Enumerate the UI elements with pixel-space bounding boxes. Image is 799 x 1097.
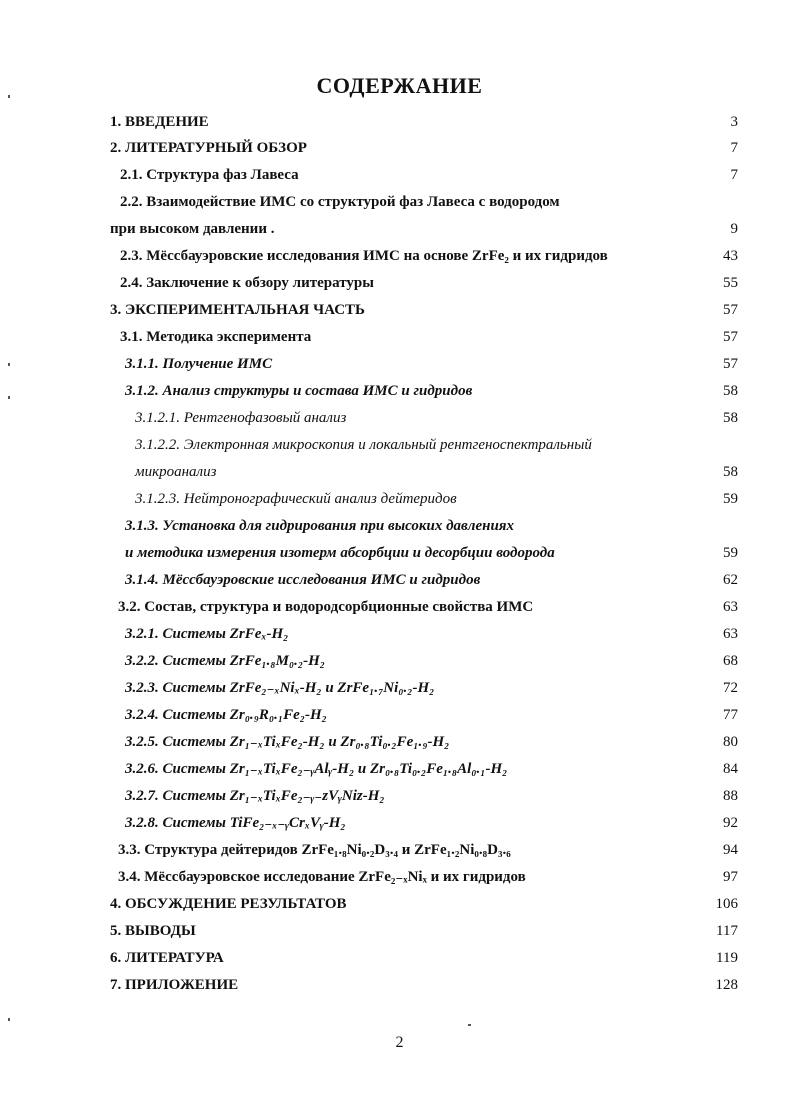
toc-entry — [110, 919, 738, 943]
toc-entry — [110, 973, 738, 997]
toc-entry — [125, 649, 738, 673]
toc-entry — [110, 946, 738, 970]
scan-speck — [8, 1018, 10, 1021]
toc-entry-title: 3.1.2.2. Электронная микроскопия и локальный рентгеноспектральный — [135, 437, 592, 453]
toc-entry-page: 58 — [723, 410, 738, 426]
toc-entry-title: 3.1.1. Получение ИМС — [125, 356, 273, 372]
toc-entry — [135, 487, 738, 511]
toc-entry-page: 77 — [723, 707, 738, 723]
toc-entry-page: 57 — [723, 302, 738, 318]
toc-entry-title: 2.4. Заключение к обзору литературы — [120, 275, 374, 291]
toc-entry — [125, 676, 738, 700]
toc-entry — [120, 271, 738, 295]
toc-entry-title: 3.2.4. Системы Zr₀.₉R₀.₁Fe₂-H₂ — [125, 707, 327, 723]
toc-entry-title: 2. ЛИТЕРАТУРНЫЙ ОБЗОР — [110, 140, 307, 156]
toc-entry-title: 6. ЛИТЕРАТУРА — [110, 950, 224, 966]
toc-entry — [125, 811, 738, 835]
toc-entry-title: микроанализ — [135, 464, 217, 480]
scan-speck — [8, 396, 10, 399]
toc-entry-title: 2.2. Взаимодействие ИМС со структурой фаз Лавеса с водородом — [120, 194, 560, 210]
toc-entry-title: 5. ВЫВОДЫ — [110, 923, 196, 939]
toc-entry-page: 7 — [730, 167, 738, 183]
toc-entry — [118, 865, 738, 889]
toc-entry-page: 84 — [723, 761, 738, 777]
toc-entry — [125, 757, 738, 781]
toc-entry-page: 3 — [730, 114, 738, 130]
toc-entry-page: 119 — [716, 950, 738, 966]
toc-entry-page: 43 — [723, 248, 738, 264]
toc-entry-title: 3.1.2. Анализ структуры и состава ИМС и гидридов — [125, 383, 473, 399]
toc-entry-title: и методика измерения изотерм абсорбции и десорбции водорода — [125, 545, 555, 561]
page-title: СОДЕРЖАНИЕ — [316, 73, 483, 98]
toc-entry-title: 4. ОБСУЖДЕНИЕ РЕЗУЛЬТАТОВ — [110, 896, 347, 912]
toc-entry-page: 128 — [715, 977, 738, 993]
toc-entry-title: 7. ПРИЛОЖЕНИЕ — [110, 977, 239, 993]
toc-entry-page: 88 — [723, 788, 738, 804]
toc-entry-page: 117 — [716, 923, 738, 939]
toc-entry-title: 3.1.4. Мёссбауэровские исследования ИМС и гидридов — [125, 572, 481, 588]
toc-entry — [125, 784, 738, 808]
toc-entry-page: 57 — [723, 329, 738, 345]
toc-entry-title: 3.2.1. Системы ZrFeₓ-H₂ — [125, 626, 289, 642]
toc-entry-page: 72 — [723, 680, 738, 696]
toc-entry — [125, 541, 738, 565]
toc-entry — [110, 136, 738, 160]
toc-entry-title: 1. ВВЕДЕНИЕ — [110, 114, 209, 130]
toc-entry-title: 3.3. Структура дейтеридов ZrFe₁.₈Ni₀.₂D₃.₄ и ZrFe₁.₂Ni₀.₈D₃.₆ — [118, 842, 511, 858]
toc-entry — [135, 406, 738, 430]
toc-entry-page: 58 — [723, 383, 738, 399]
toc-entry — [125, 514, 738, 538]
toc-entry — [125, 352, 738, 376]
scan-speck — [8, 363, 10, 366]
scan-speck — [468, 1024, 471, 1026]
toc-entry-page: 97 — [723, 869, 738, 885]
page-number: 2 — [395, 1034, 404, 1051]
toc-entry — [125, 703, 738, 727]
toc-entry-page: 9 — [730, 221, 738, 237]
toc-entry-page: 106 — [715, 896, 738, 912]
toc-entry-page: 62 — [723, 572, 738, 588]
toc-entry — [118, 838, 738, 862]
toc-entry-page: 94 — [723, 842, 738, 858]
toc-entry-title: 3.2. Состав, структура и водородсорбционные свойства ИМС — [118, 599, 534, 615]
toc-entry-title: 3.2.7. Системы Zr₁₋ₓTiₓFe₂₋ᵧ₋zVᵧNiz-H₂ — [125, 788, 385, 804]
toc-entry-title: 2.3. Мёссбауэровские исследования ИМС на основе ZrFe₂ и их гидридов — [120, 248, 608, 264]
toc-entry-page: 7 — [730, 140, 738, 156]
toc-entry — [135, 433, 738, 457]
toc-entry-title: 3.1.2.1. Рентгенофазовый анализ — [135, 410, 347, 426]
toc-entry — [110, 217, 738, 241]
toc-entry-title: 2.1. Структура фаз Лавеса — [120, 167, 299, 183]
toc-entry-page: 55 — [723, 275, 738, 291]
scan-speck — [8, 95, 10, 98]
toc-entry-page: 59 — [723, 491, 738, 507]
toc-entry — [125, 622, 738, 646]
toc-entry-page: 63 — [723, 626, 738, 642]
toc-entry — [135, 460, 738, 484]
toc-entry-title: 3.2.6. Системы Zr₁₋ₓTiₓFe₂₋ᵧAlᵧ-H₂ и Zr₀.₈Ti₀.₂Fe₁.₈Al₀.₁-H₂ — [125, 761, 508, 777]
toc-entry-page: 68 — [723, 653, 738, 669]
toc-entry-title: 3.1. Методика эксперимента — [120, 329, 312, 345]
toc-entry — [125, 568, 738, 592]
toc-entry — [118, 595, 738, 619]
toc-entry-title: 3.1.3. Установка для гидрирования при высоких давлениях — [125, 518, 515, 534]
toc-entry — [110, 892, 738, 916]
toc-entry-title: при высоком давлении . — [110, 221, 275, 237]
toc-entry-page: 92 — [723, 815, 738, 831]
toc-entry — [125, 730, 738, 754]
toc-entry-page: 57 — [723, 356, 738, 372]
toc-entry-title: 3.2.5. Системы Zr₁₋ₓTiₓFe₂-H₂ и Zr₀.₈Ti₀.₂Fe₁.₉-H₂ — [125, 734, 450, 750]
toc-entry-title: 3.4. Мёссбауэровское исследование ZrFe₂₋ₓNiₓ и их гидридов — [118, 869, 526, 885]
toc-entry-page: 63 — [723, 599, 738, 615]
toc-entry — [110, 298, 738, 322]
toc-entry-page: 58 — [723, 464, 738, 480]
toc-entry — [125, 379, 738, 403]
toc-entry-page: 80 — [723, 734, 738, 750]
toc-entry — [120, 163, 738, 187]
toc-entry — [120, 325, 738, 349]
toc-entry-title: 3. ЭКСПЕРИМЕНТАЛЬНАЯ ЧАСТЬ — [110, 302, 365, 318]
toc-entry — [120, 244, 738, 268]
toc-entry-title: 3.2.8. Системы TiFe₂₋ₓ₋ᵧCrₓVᵧ-H₂ — [125, 815, 346, 831]
toc-entry — [120, 190, 738, 214]
toc-entry-page: 59 — [723, 545, 738, 561]
toc-entry — [110, 110, 738, 134]
toc-entry-title: 3.2.2. Системы ZrFe₁.₈M₀.₂-H₂ — [125, 653, 326, 669]
toc-entry-title: 3.2.3. Системы ZrFe₂₋ₓNiₓ-H₂ и ZrFe₁.₇Ni₀.₂-H₂ — [125, 680, 435, 696]
toc-entry-title: 3.1.2.3. Нейтронографический анализ дейтеридов — [135, 491, 457, 507]
